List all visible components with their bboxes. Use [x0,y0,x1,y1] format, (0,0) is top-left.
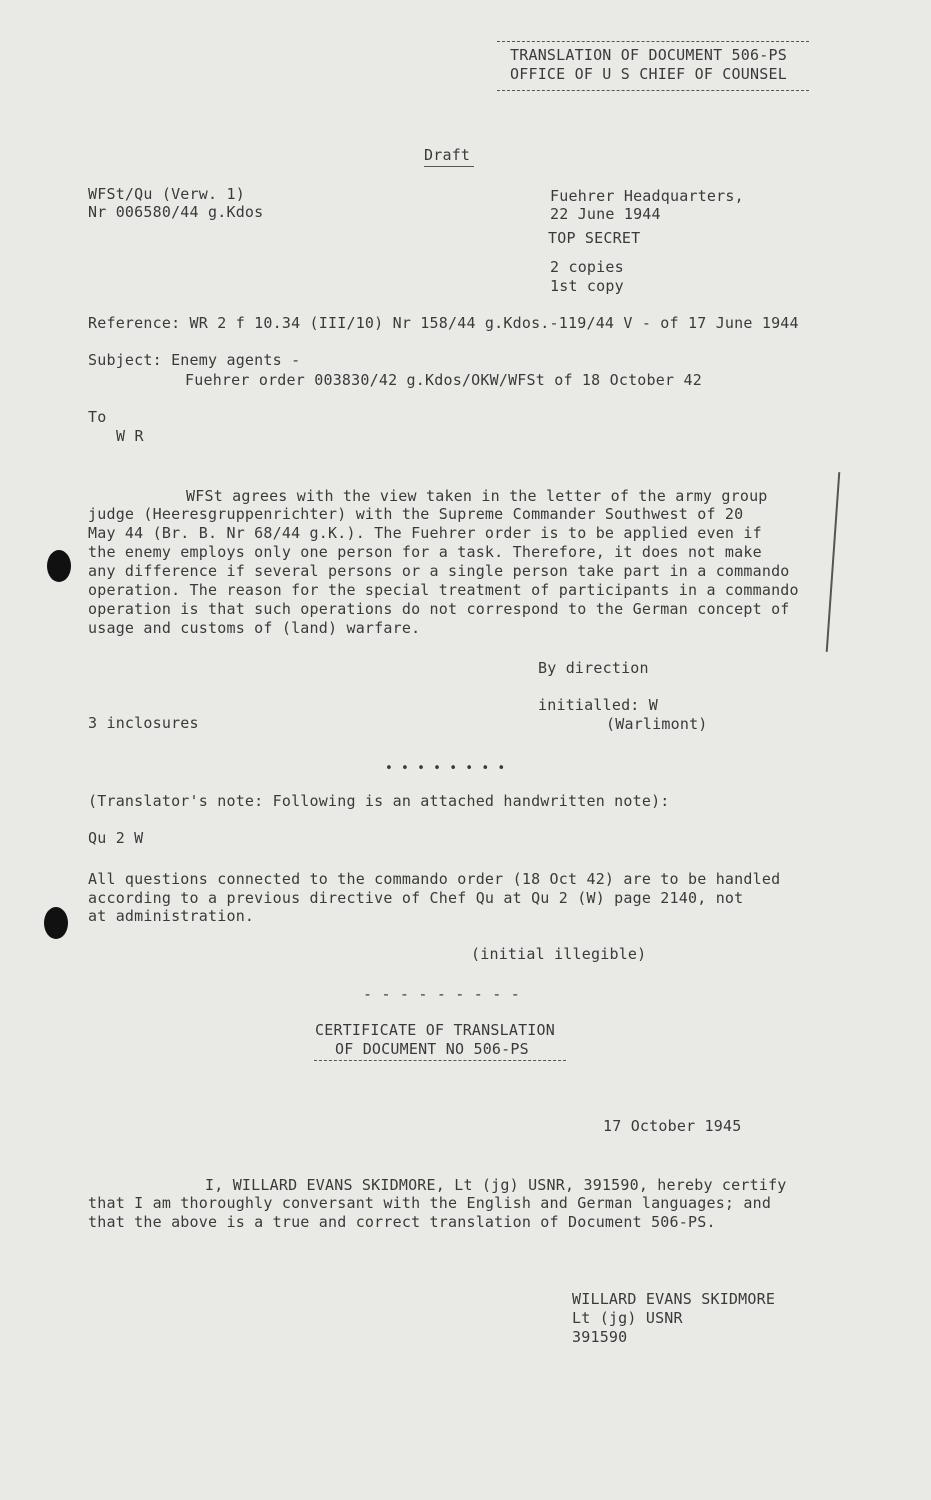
signer-name: WILLARD EVANS SKIDMORE [572,1290,776,1308]
to-recipient: W R [116,427,144,445]
draft-label: Draft [424,146,471,164]
certificate-underline [314,1060,566,1061]
signer-number: 391590 [572,1328,628,1346]
draft-underline [424,166,474,167]
signer-rank: Lt (jg) USNR [572,1309,683,1327]
separator-dots: • • • • • • • • [385,761,506,776]
certificate-title: CERTIFICATE OF TRANSLATION [315,1021,555,1039]
copy-number: 1st copy [550,277,624,295]
certificate-date: 17 October 1945 [603,1117,742,1135]
note-line: All questions connected to the commando order (18 Oct 42) are to be handled [88,870,781,888]
certificate-text-line: that the above is a true and correct translation of Document 506-PS. [88,1213,716,1231]
reference-line: Reference: WR 2 f 10.34 (III/10) Nr 158/44 g.Kdos.-119/44 V - of 17 June 1944 [88,314,799,332]
sender-line-1: WFSt/Qu (Verw. 1) [88,185,245,203]
body-line: WFSt agrees with the view taken in the letter of the army group [186,487,768,505]
header-line-1: TRANSLATION OF DOCUMENT 506-PS [510,46,787,64]
location-date: 22 June 1944 [550,205,661,223]
body-line: operation is that such operations do not correspond to the German concept of [88,600,790,618]
body-line: operation. The reason for the special treatment of participants in a commando [88,581,799,599]
punch-hole [44,907,68,939]
dash-separator: - - - - - - - - - [363,985,520,1003]
punch-hole [47,550,71,582]
certificate-subtitle: OF DOCUMENT NO 506-PS [335,1040,529,1058]
margin-mark [826,472,841,652]
body-line: judge (Heeresgruppenrichter) with the Supreme Commander Southwest of 20 [88,505,744,523]
header-line-2: OFFICE OF U S CHIEF OF COUNSEL [510,65,787,83]
location-place: Fuehrer Headquarters, [550,187,744,205]
certificate-text-line: I, WILLARD EVANS SKIDMORE, Lt (jg) USNR, 391590, hereby certify [205,1176,787,1194]
body-line: May 44 (Br. B. Nr 68/44 g.K.). The Fuehrer order is to be applied even if [88,524,762,542]
by-direction: By direction [538,659,649,677]
certificate-text-line: that I am thoroughly conversant with the English and German languages; and [88,1194,772,1212]
note-line: according to a previous directive of Chef Qu at Qu 2 (W) page 2140, not [88,889,744,907]
inclosures: 3 inclosures [88,714,199,732]
initial-illegible: (initial illegible) [471,945,647,963]
subject-line-1: Subject: Enemy agents - [88,351,301,369]
classification: TOP SECRET [548,229,641,247]
translator-note: (Translator's note: Following is an attached handwritten note): [88,792,670,810]
signatory-name: (Warlimont) [606,715,708,733]
header-top-rule [497,41,809,42]
header-bottom-rule [497,90,809,91]
sender-line-2: Nr 006580/44 g.Kdos [88,203,264,221]
note-heading: Qu 2 W [88,829,144,847]
body-line: usage and customs of (land) warfare. [88,619,421,637]
copies: 2 copies [550,258,624,276]
body-line: any difference if several persons or a single person take part in a commando [88,562,790,580]
initialled: initialled: W [538,696,658,714]
body-line: the enemy employs only one person for a task. Therefore, it does not make [88,543,762,561]
subject-line-2: Fuehrer order 003830/42 g.Kdos/OKW/WFSt of 18 October 42 [185,371,702,389]
note-line: at administration. [88,907,255,925]
to-label: To [88,408,107,426]
